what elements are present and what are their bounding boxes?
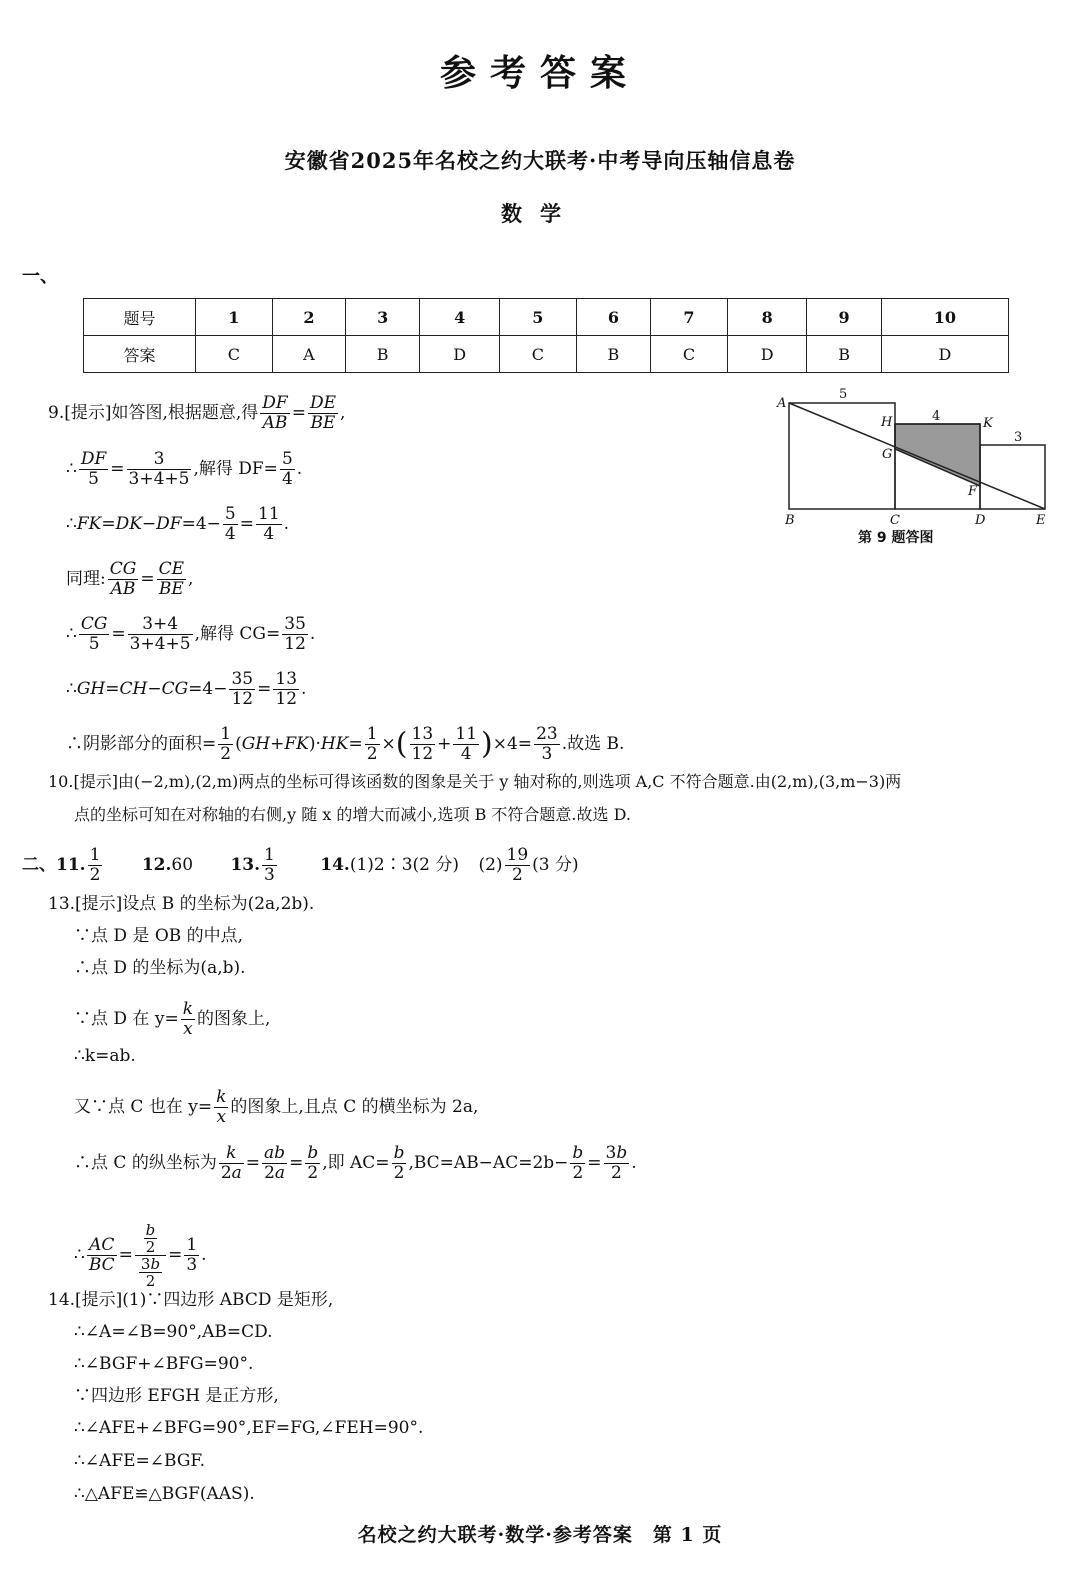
page-footer: 名校之约大联考·数学·参考答案 第 1 页 [357,1524,723,1546]
q13-l7-mid: ,即 AC= [322,1153,390,1173]
table-cell: 4 [420,299,500,336]
q9-line-1: 9.[提示]如答图,根据题意,得 $\frac{DF}{AB}$ = $\frac{DE}{BE}$ , [48,393,346,433]
q9-solve-text: ,解得 DF= [193,459,278,479]
label-b: B [785,513,795,528]
label-a: A [777,396,787,411]
q14-line-6: ∴∠AFE=∠BGF. [74,1451,205,1471]
part2-answers: 二、11. $\frac{1}{2}$ 12.60 13. $\frac{1}{3}$ 14.(1)2∶3(2 分) (2) $\frac{19}{2}$ (3 分) [22,845,579,885]
table-cell: C [651,336,728,373]
answer-table [83,298,1009,373]
q14-line-7: ∴△AFE≌△BGF(AAS). [74,1484,255,1504]
table-cell: B [807,336,881,373]
exam-subtitle: 安徽省2025年名校之约大联考·中考导向压轴信息卷 [284,148,796,173]
q13-label: 13. [230,855,261,875]
subject-title: 数学 [501,201,579,226]
q9-line-7: ∴阴影部分的面积= $\frac{1}{2}$ (GH+FK)·HK= $\frac{1}{2}$ ×( $\frac{13}{12}$ + $\frac{11}{4}$ )×4= $\frac{23}{3}$ .故选 B. [66,724,625,764]
q13-l6-pre: 又∵点 C 也在 y= [74,1097,213,1117]
label-k: K [983,416,993,431]
q9-line-3: ∴FK=DK−DF=4− $\frac{5}{4}$ = $\frac{11}{4}$ . [66,504,290,544]
q12-answer: 60 [171,855,194,875]
diagonal-ae [789,403,1045,509]
table-cell: 5 [500,299,577,336]
q10-line-2: 点的坐标可知在对称轴的右侧,y 随 x 的增大而减小,选项 B 不符合题意.故选 D. [74,805,631,824]
q14-answer-1: (1)2∶3(2 分) [349,855,460,875]
q14-line-5: ∴∠AFE+∠BFG=90°,EF=FG,∠FEH=90°. [74,1418,424,1438]
table-cell: 1 [196,299,273,336]
table-cell: 10 [881,299,1008,336]
q13-line-3: ∴点 D 的坐标为(a,b). [74,958,246,978]
figure-caption: 第 9 题答图 [858,530,934,546]
q14-line-1: 14.[提示](1)∵四边形 ABCD 是矩形, [48,1290,334,1310]
label-g: G [882,447,893,462]
table-cell: 9 [807,299,881,336]
q9-area-text: ∴阴影部分的面积= [66,734,217,754]
q13-line-6: 又∵点 C 也在 y= $\frac{k}{x}$ 的图象上,且点 C 的横坐标为 2a, [74,1087,479,1127]
q13-l4-pre: ∵点 D 在 y= [74,1009,179,1029]
table-cell: 6 [576,299,650,336]
q14-answer-2-score: (3 分) [532,855,579,875]
table-cell: A [272,336,345,373]
q9-solve-text-2: ,解得 CG= [194,624,281,644]
label-length-5: 5 [839,387,848,402]
q9-intro: 9.[提示]如答图,根据题意,得 [48,403,259,423]
table-cell: D [881,336,1008,373]
q10-line-1: 10.[提示]由(−2,m),(2,m)两点的坐标可得该函数的图象是关于 y 轴对称的,则选项 A,C 不符合题意.由(2,m),(3,m−3)两 [48,772,902,791]
q13-l6-post: 的图象上,且点 C 的横坐标为 2a, [230,1097,479,1117]
q13-line-2: ∵点 D 是 OB 的中点, [74,926,244,946]
table-cell: 2 [272,299,345,336]
q9-line-6: ∴GH=CH−CG=4− $\frac{35}{12}$ = $\frac{13}{12}$ . [66,669,307,709]
q9-figure [770,380,1060,550]
table-cell: 题号 [84,299,196,336]
q13-line-7: ∴点 C 的纵坐标为 $\frac{k}{2a}$ = $\frac{ab}{2a}$ = $\frac{b}{2}$ ,即 AC= $\frac{b}{2}$ ,BC=AB−AC=2b− $\frac{b}{2}$ = $\frac{3b}{2}$ . [74,1143,637,1183]
square-small [980,445,1045,509]
section-one-label: 一、 [22,266,58,287]
q13-line-1: 13.[提示]设点 B 的坐标为(2a,2b). [48,894,315,914]
label-e: E [1036,513,1046,528]
q9-line-4: 同理: $\frac{CG}{AB}$ = $\frac{CE}{BE}$ , [66,559,194,599]
page-title: 参考答案 [439,52,640,94]
q14-label: 14. [320,855,350,875]
label-d: D [975,513,986,528]
table-answer-row [84,336,1009,373]
q14-line-3: ∴∠BGF+∠BFG=90°. [74,1354,254,1374]
label-length-4: 4 [932,409,941,424]
q9-answer-text: .故选 B. [561,734,625,754]
q13-l7-mid2: ,BC=AB−AC=2b− [408,1153,569,1173]
q13-l4-post: 的图象上, [197,1009,271,1029]
part2-label: 二、11. [22,855,86,875]
q13-l7-pre: ∴点 C 的纵坐标为 [74,1153,217,1173]
table-cell: 3 [346,299,420,336]
table-cell: B [576,336,650,373]
table-cell: 答案 [84,336,196,373]
q14-answer-2-label: (2) [478,855,503,875]
table-cell: D [727,336,807,373]
table-cell: C [196,336,273,373]
q9-line-5: ∴ $\frac{CG}{5}$ = $\frac{3+4}{3+4+5}$ ,解得 CG= $\frac{35}{12}$ . [66,614,316,654]
square-large [789,403,895,509]
q9-tongli: 同理: [66,569,106,589]
table-cell: 7 [651,299,728,336]
label-h: H [881,415,893,430]
table-cell: B [346,336,420,373]
label-f: F [968,484,978,499]
q13-line-5: ∴k=ab. [74,1046,136,1066]
q14-line-4: ∵四边形 EFGH 是正方形, [74,1386,279,1406]
q13-line-8: ∴ $\frac{AC}{BC}$ = $\frac{\frac{b}{2}}{\frac{3b}{2}}$ = $\frac{1}{3}$ . [74,1221,207,1290]
q14-line-2: ∴∠A=∠B=90°,AB=CD. [74,1322,273,1342]
q12-label: 12. [141,855,172,875]
label-c: C [890,513,900,528]
table-cell: C [500,336,577,373]
table-cell: D [420,336,500,373]
table-cell: 8 [727,299,807,336]
label-length-3: 3 [1014,430,1023,445]
q9-line-2: ∴ $\frac{DF}{5}$ = $\frac{3}{3+4+5}$ ,解得 DF= $\frac{5}{4}$ . [66,449,303,489]
table-header-row [84,299,1009,336]
q13-line-4: ∵点 D 在 y= $\frac{k}{x}$ 的图象上, [74,999,271,1039]
